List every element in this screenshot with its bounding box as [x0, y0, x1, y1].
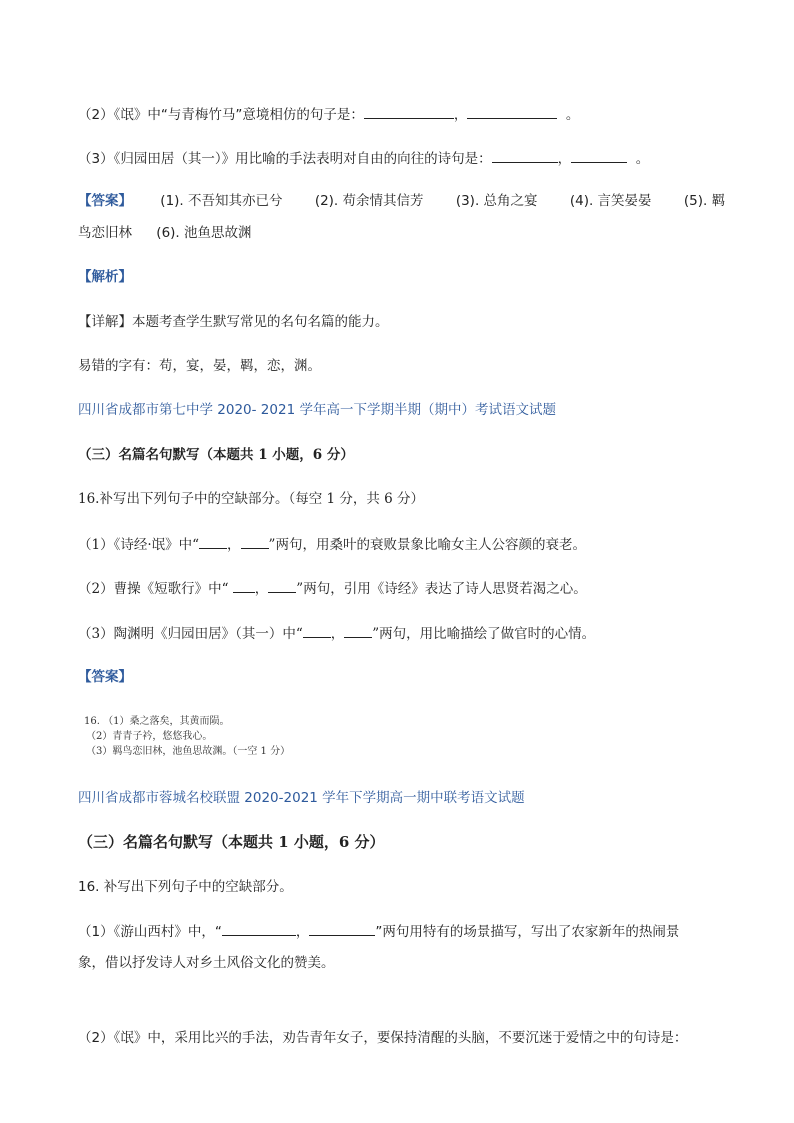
scan-line: 16. （1）桑之落矣，其黄而陨。	[84, 716, 230, 727]
fill-question-s3-1-cont: 象，借以抒发诗人对乡土风俗文化的赞美。	[78, 955, 335, 971]
section-heading-2: （三）名篇名句默写（本题共 1 小题，6 分）	[78, 833, 385, 851]
answer-blank	[344, 623, 372, 638]
section-heading: （三）名篇名句默写（本题共 1 小题，6 分）	[78, 447, 354, 463]
source-title: 四川省成都市第七中学 2020- 2021 学年高一下学期半期（期中）考试语文试题	[78, 402, 556, 418]
question-3: （3）《归园田居（其一）》用比喻的手法表明对自由的向往的诗句是： ， 。	[78, 148, 649, 169]
question-16: 16.补写出下列句子中的空缺部分。（每空 1 分，共 6 分）	[78, 491, 425, 507]
fill-question-1: （1）《诗经·氓》中“ ， ”两句，用桑叶的衰败景象比喻女主人公容颜的衰老。	[78, 534, 586, 555]
answer-blank	[199, 534, 227, 549]
question-2: （2）《氓》中“与青梅竹马”意境相仿的句子是： ， 。	[78, 104, 579, 125]
answer-item: (1). 不吾知其亦已兮	[160, 193, 283, 209]
scan-line: （2）青青子衿，悠悠我心。	[86, 731, 213, 742]
fill-question-2: （2）曹操《短歌行》中“ ， ”两句，引用《诗经》表达了诗人思贤若渴之心。	[78, 578, 587, 599]
answer-blank	[268, 578, 296, 593]
answer-blank	[309, 921, 375, 936]
answer-item: 鸟恋旧林	[78, 225, 132, 241]
answer-blank	[364, 104, 454, 119]
answer-blank	[492, 148, 558, 163]
answer-blank	[233, 578, 255, 593]
answer-blank	[222, 921, 296, 936]
answer-item: (5). 羁	[683, 193, 726, 209]
source-title-2: 四川省成都市蓉城名校联盟 2020-2021 学年下学期高一期中联考语文试题	[78, 790, 525, 806]
answer-label: 【答案】	[78, 193, 132, 209]
answer-blank	[303, 623, 331, 638]
answer-label-2: 【答案】	[78, 669, 132, 685]
scanned-answer-image	[84, 714, 290, 759]
answer-blank	[241, 534, 269, 549]
fill-question-3: （3）陶渊明《归园田居》（其一）中“ ， ”两句，用比喻描绘了做官时的心情。	[78, 623, 595, 644]
answer-block-1	[78, 191, 725, 211]
analysis-label: 【解析】	[78, 269, 132, 285]
answer-blank	[467, 104, 557, 119]
answer-blank	[571, 148, 627, 163]
fill-question-s3-1: （1）《游山西村》中，“ ， ”两句用特有的场景描写，写出了农家新年的热闹景	[78, 921, 679, 942]
answer-item: (6). 池鱼思故渊	[156, 225, 252, 241]
scan-line: （3）羁鸟恋旧林，池鱼思故渊。（一空 1 分）	[86, 746, 291, 757]
detail-text: 【详解】本题考查学生默写常见的名句名篇的能力。	[78, 314, 389, 330]
answer-item: (2). 苟余情其信芳	[314, 193, 424, 209]
question-16b: 16. 补写出下列句子中的空缺部分。	[78, 879, 293, 895]
fill-question-s3-2: （2）《氓》中，采用比兴的手法，劝告青年女子，要保持清醒的头脑，不要沉迷于爱情之中的句诗是：	[78, 1030, 688, 1046]
answer-block-1-cont	[78, 223, 252, 243]
typo-text: 易错的字有：苟，宴，晏，羁，恋，渊。	[78, 358, 321, 374]
answer-item: (3). 总角之宴	[455, 193, 538, 209]
answer-item: (4). 言笑晏晏	[569, 193, 652, 209]
